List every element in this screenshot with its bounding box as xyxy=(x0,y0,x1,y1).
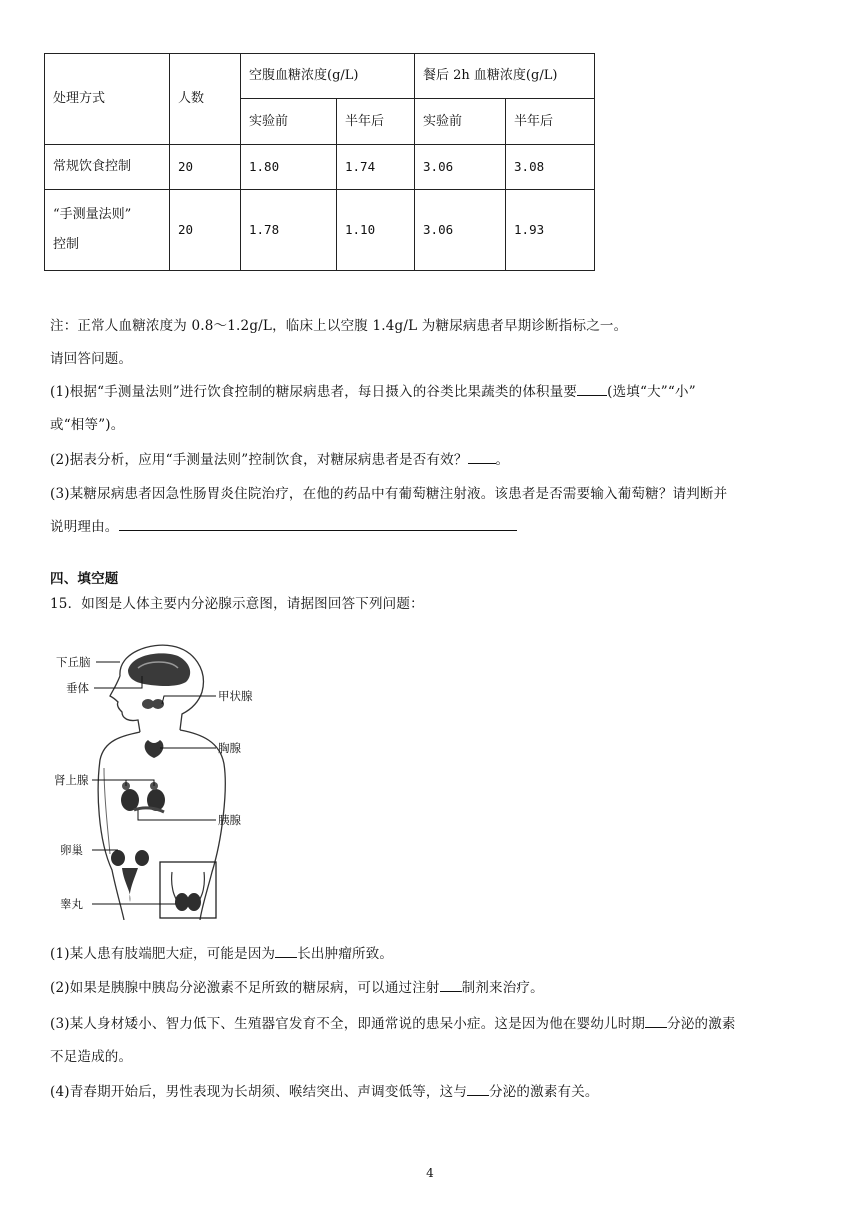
label-pituitary: 垂体 xyxy=(66,681,89,695)
header-fasting-before: 实验前 xyxy=(241,99,337,145)
answer-blank[interactable] xyxy=(275,943,297,958)
section-heading: 四、填空题 xyxy=(50,571,119,587)
header-fasting: 空腹血糖浓度(g/L) xyxy=(241,54,415,99)
row2-count: 20 xyxy=(170,190,241,271)
label-ovary: 卵巢 xyxy=(60,843,83,857)
header-meal-after: 半年后 xyxy=(506,99,595,145)
row2-meal-after: 1.93 xyxy=(506,190,595,271)
answer-blank[interactable] xyxy=(440,977,462,992)
answer-blank[interactable] xyxy=(467,1081,489,1096)
q15-part1: (1)某人患有肢端肥大症，可能是因为 长出肿瘤所致。 xyxy=(50,942,393,962)
q14-part3-line1: (3)某糖尿病患者因急性肠胃炎住院治疗，在他的药品中有葡萄糖注射液。该患者是否需要输入葡萄糖？请判断并 xyxy=(50,486,728,502)
q15-part4: (4)青春期开始后，男性表现为长胡须、喉结突出、声调变低等，这与 分泌的激素有关。 xyxy=(50,1080,599,1100)
label-thyroid: 甲状腺 xyxy=(218,689,253,703)
q15-part3-line1: (3)某人身材矮小、智力低下、生殖器官发育不全，即通常说的患呆小症。这是因为他在婴幼儿时期 分泌的激素 xyxy=(50,1012,736,1032)
row2-fasting-after: 1.10 xyxy=(337,190,415,271)
row1-fasting-after: 1.74 xyxy=(337,145,415,190)
label-adrenal: 肾上腺 xyxy=(54,773,89,787)
prompt: 请回答问题。 xyxy=(50,351,133,367)
note: 注：正常人血糖浓度为 0.8～1.2g/L，临床上以空腹 1.4g/L 为糖尿病患者早期诊断指标之一。 xyxy=(50,318,628,334)
label-hypothalamus: 下丘脑 xyxy=(56,655,91,669)
q15-part2: (2)如果是胰腺中胰岛分泌激素不足所致的糖尿病，可以通过注射 制剂来治疗。 xyxy=(50,976,544,996)
answer-blank[interactable] xyxy=(577,381,607,396)
answer-blank[interactable] xyxy=(645,1013,667,1028)
row1-count: 20 xyxy=(170,145,241,190)
row2-fasting-before: 1.78 xyxy=(241,190,337,271)
answer-blank[interactable] xyxy=(119,516,517,531)
q14-part2: (2)据表分析，应用“手测量法则”控制饮食，对糖尿病患者是否有效？ 。 xyxy=(50,448,509,468)
endocrine-gland-diagram xyxy=(52,640,292,920)
header-count: 人数 xyxy=(170,54,241,145)
label-pancreas: 胰腺 xyxy=(218,813,241,827)
q14-part3-line2: 说明理由。 xyxy=(50,515,517,535)
row1-fasting-before: 1.80 xyxy=(241,145,337,190)
label-testis: 睾丸 xyxy=(60,897,83,911)
header-fasting-after: 半年后 xyxy=(337,99,415,145)
q15-stem: 15．如图是人体主要内分泌腺示意图，请据图回答下列问题： xyxy=(50,596,424,612)
page-number: 4 xyxy=(426,1166,434,1180)
row1-method: 常规饮食控制 xyxy=(45,145,170,190)
row2-method xyxy=(45,190,170,271)
q14-part1-line1: (1)根据“手测量法则”进行饮食控制的糖尿病患者，每日摄入的谷类比果蔬类的体积量要 (选填“大”“小” xyxy=(50,380,696,400)
q14-part1-line2: 或“相等”)。 xyxy=(50,417,125,433)
label-thymus: 胸腺 xyxy=(218,741,241,755)
q15-part3-line2: 不足造成的。 xyxy=(50,1049,133,1065)
answer-blank[interactable] xyxy=(468,449,496,464)
row2-meal-before: 3.06 xyxy=(415,190,506,271)
row2-method-line2: 控制 xyxy=(53,237,80,252)
header-after-meal: 餐后 2h 血糖浓度(g/L) xyxy=(415,54,595,99)
table-row xyxy=(45,190,595,271)
row1-meal-after: 3.08 xyxy=(506,145,595,190)
table-row xyxy=(45,145,595,190)
header-method: 处理方式 xyxy=(45,54,170,145)
row2-method-line1: “手测量法则” xyxy=(53,207,132,222)
header-meal-before: 实验前 xyxy=(415,99,506,145)
row1-meal-before: 3.06 xyxy=(415,145,506,190)
blood-glucose-table xyxy=(44,53,595,271)
